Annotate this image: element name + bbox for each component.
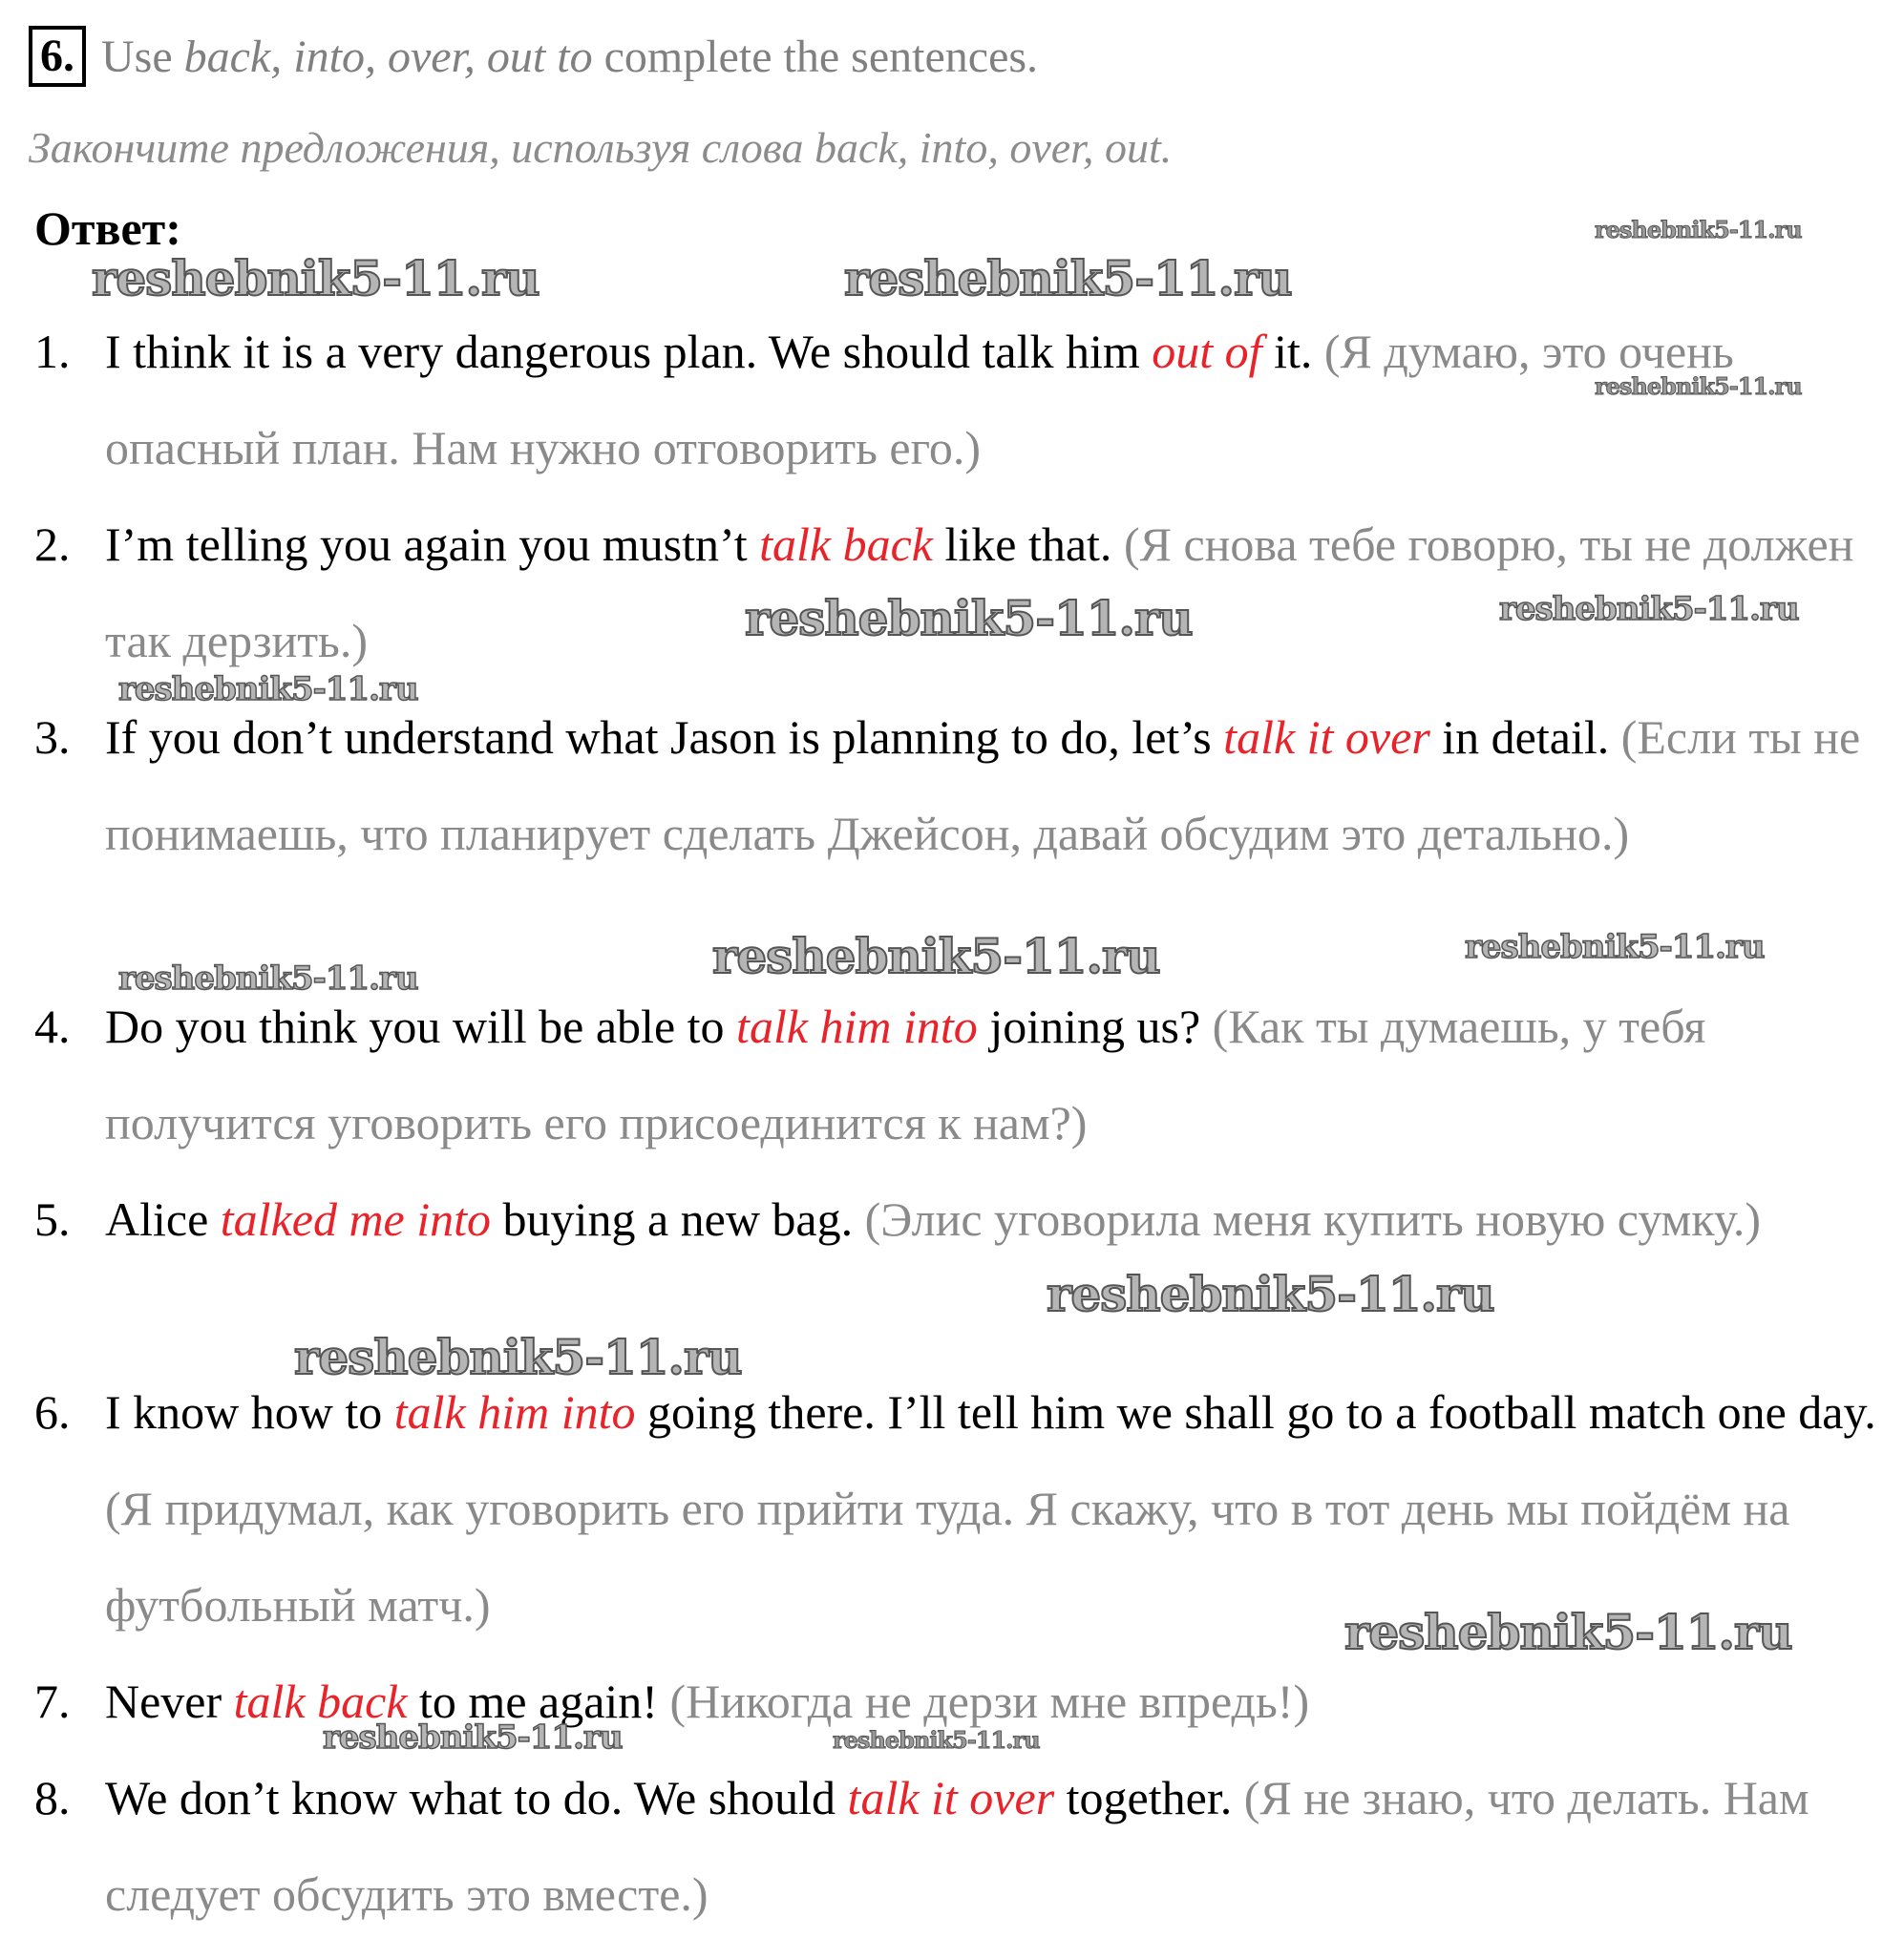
answer-phrase: talk back: [233, 1675, 408, 1728]
watermark: reshebnik5-11.ru: [712, 928, 1160, 984]
item-number: 3.: [34, 710, 71, 764]
watermark: reshebnik5-11.ru: [118, 670, 418, 708]
sentence-text: to me again!: [407, 1675, 670, 1728]
sentence-text: buying a new bag.: [491, 1192, 865, 1246]
watermark: reshebnik5-11.ru: [323, 1718, 623, 1757]
watermark: reshebnik5-11.ru: [1047, 1266, 1494, 1322]
answer-item-8: [34, 1750, 1877, 1943]
translation-text: (Я думаю, это очень опасный план. Нам нужно отговорить его.): [105, 325, 1734, 474]
item-number: 6.: [34, 1385, 71, 1439]
sentence-text: going there. I’ll tell him we shall go to a football match one day.: [635, 1385, 1876, 1439]
sentence-text: If you don’t understand what Jason is planning to do, let’s: [105, 710, 1224, 764]
answer-phrase: talk him into: [736, 1000, 978, 1053]
answer-item-5: [34, 1171, 1877, 1268]
task-header: [29, 23, 1038, 90]
watermark: reshebnik5-11.ru: [1499, 590, 1799, 628]
task-number: 6.: [29, 26, 86, 87]
sentence-text: it.: [1261, 325, 1324, 378]
sentence-text: joining us?: [977, 1000, 1213, 1053]
answer-phrase: talked me into: [220, 1192, 492, 1246]
item-text: [105, 689, 1877, 882]
answer-phrase: out of: [1152, 325, 1262, 378]
task-instruction: [101, 31, 1038, 83]
instruction-fragment: Use: [101, 31, 184, 82]
sentence-text: Never: [105, 1675, 234, 1728]
sentence-text: in detail.: [1429, 710, 1621, 764]
answer-phrase: talk back: [759, 517, 933, 571]
translation-text: (Если ты не понимаешь, что планирует сделать Джейсон, давай обсудим это детально.): [105, 710, 1861, 860]
item-text: [105, 1750, 1877, 1943]
answer-phrase: talk it over: [1223, 710, 1430, 764]
watermark: reshebnik5-11.ru: [1595, 372, 1802, 400]
answer-phrase: talk him into: [393, 1385, 636, 1439]
translation-text: (Я снова тебе говорю, ты не должен так дерзить.): [105, 517, 1854, 667]
item-number: 1.: [34, 325, 71, 378]
answer-item-3: [34, 689, 1877, 882]
sentence-text: I think it is a very dangerous plan. We should talk him: [105, 325, 1153, 378]
sentence-text: Alice: [105, 1192, 221, 1246]
watermark: reshebnik5-11.ru: [1595, 216, 1802, 243]
item-text: [105, 979, 1877, 1171]
watermark: reshebnik5-11.ru: [118, 959, 418, 998]
answer-phrase: talk it over: [847, 1771, 1055, 1824]
item-number: 4.: [34, 1000, 71, 1053]
watermark: reshebnik5-11.ru: [833, 1726, 1040, 1754]
answer-label: Ответ:: [34, 201, 181, 255]
task-instruction-ru: Закончите предложения, используя слова back, into, over, out.: [29, 123, 1173, 172]
item-text: [105, 1171, 1877, 1268]
sentence-text: I know how to: [105, 1385, 394, 1439]
answer-item-4: [34, 979, 1877, 1171]
item-number: 8.: [34, 1771, 71, 1824]
item-number: 7.: [34, 1675, 71, 1728]
answer-item-1: [34, 304, 1877, 496]
watermark: reshebnik5-11.ru: [294, 1329, 742, 1385]
watermark: reshebnik5-11.ru: [1465, 928, 1765, 966]
item-number: 2.: [34, 517, 71, 571]
sentence-text: We don’t know what to do. We should: [105, 1771, 848, 1824]
watermark: reshebnik5-11.ru: [92, 250, 539, 306]
instruction-fragment: complete the sentences.: [592, 31, 1039, 82]
translation-text: (Я не знаю, что делать. Нам следует обсудить это вместе.): [105, 1771, 1809, 1921]
instruction-fragment: back, into, over, out to: [183, 31, 593, 82]
translation-text: (Как ты думаешь, у тебя получится уговорить его присоединится к нам?): [105, 1000, 1706, 1149]
watermark: reshebnik5-11.ru: [1344, 1604, 1792, 1660]
sentence-text: I’m telling you again you mustn’t: [105, 517, 760, 571]
translation-text: (Никогда не дерзи мне впредь!): [669, 1675, 1310, 1728]
translation-text: (Элис уговорила меня купить новую сумку.): [864, 1192, 1762, 1246]
item-text: [105, 304, 1877, 496]
translation-text: (Я придумал, как уговорить его прийти туда. Я скажу, что в тот день мы пойдём на футбольный матч.): [105, 1482, 1790, 1632]
sentence-text: like that.: [932, 517, 1124, 571]
item-number: 5.: [34, 1192, 71, 1246]
sentence-text: together.: [1054, 1771, 1244, 1824]
sentence-text: Do you think you will be able to: [105, 1000, 737, 1053]
watermark: reshebnik5-11.ru: [745, 590, 1193, 646]
watermark: reshebnik5-11.ru: [844, 250, 1292, 306]
